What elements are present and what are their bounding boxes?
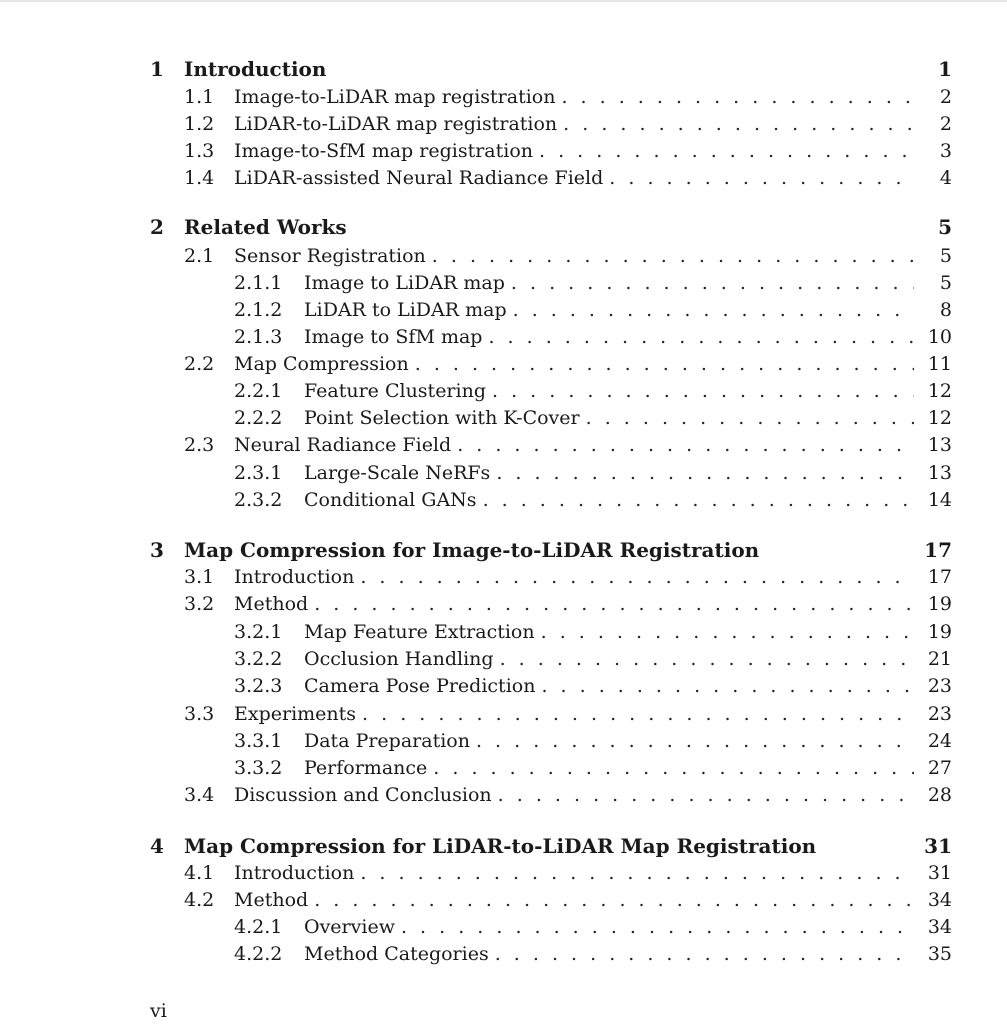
toc-entry-title: Neural Radiance Field — [234, 434, 452, 456]
page-top-border — [0, 0, 1007, 2]
toc-entry-title: Discussion and Conclusion — [234, 784, 492, 806]
toc-entry-number: 3.1 — [184, 566, 215, 588]
toc-section-entry[interactable] — [150, 591, 952, 618]
toc-entry-title: Experiments — [234, 703, 357, 725]
toc-entry-title: Point Selection with K-Cover — [304, 407, 580, 429]
toc-entry-title: Introduction — [234, 862, 355, 884]
toc-entry-page-number: 5 — [938, 215, 952, 239]
toc-entry-number: 2.3.1 — [234, 462, 283, 484]
toc-dot-leader — [314, 887, 914, 914]
toc-entry-number: 3.2 — [184, 593, 215, 615]
toc-entry-page-number: 12 — [927, 407, 952, 429]
toc-entry-title: Map Compression — [234, 353, 409, 375]
toc-entry-number: 1 — [150, 57, 164, 81]
toc-subsection-entry[interactable] — [150, 324, 952, 351]
toc-section-entry[interactable] — [150, 887, 952, 914]
toc-entry-number: 4.2 — [184, 889, 215, 911]
toc-entry-number: 1.2 — [184, 113, 215, 135]
toc-dot-leader — [433, 755, 914, 782]
toc-entry-title: Camera Pose Prediction — [304, 675, 536, 697]
toc-entry-page-number: 10 — [927, 326, 952, 348]
toc-entry-page-number: 5 — [939, 272, 952, 294]
toc-dot-leader — [314, 591, 914, 618]
toc-entry-page-number: 19 — [927, 621, 952, 643]
toc-subsection-entry[interactable] — [150, 728, 952, 755]
toc-entry-number: 2.3 — [184, 434, 215, 456]
toc-entry-page-number: 31 — [927, 862, 952, 884]
toc-entry-page-number: 27 — [927, 757, 952, 779]
toc-subsection-entry[interactable] — [150, 619, 952, 646]
toc-dot-leader — [539, 138, 914, 165]
toc-entry-title: Data Preparation — [304, 730, 470, 752]
toc-dot-leader — [513, 297, 914, 324]
toc-subsection-entry[interactable] — [150, 941, 952, 968]
toc-entry-number: 4.2.1 — [234, 916, 283, 938]
toc-entry-title: Related Works — [184, 215, 347, 239]
toc-section-entry[interactable] — [150, 243, 952, 270]
toc-entry-number: 2.1 — [184, 245, 215, 267]
toc-entry-number: 3.3 — [184, 703, 215, 725]
toc-entry-page-number: 2 — [939, 113, 952, 135]
toc-subsection-entry[interactable] — [150, 297, 952, 324]
toc-entry-page-number: 1 — [938, 57, 952, 81]
toc-chapter-entry[interactable] — [150, 56, 952, 83]
toc-entry-number: 3.2.2 — [234, 648, 283, 670]
toc-entry-page-number: 28 — [927, 784, 952, 806]
toc-entry-title: Feature Clustering — [304, 380, 486, 402]
toc-dot-leader — [476, 728, 914, 755]
toc-entry-title: Introduction — [234, 566, 355, 588]
toc-subsection-entry[interactable] — [150, 378, 952, 405]
toc-dot-leader — [541, 619, 914, 646]
toc-section-entry[interactable] — [150, 860, 952, 887]
toc-entry-title: Sensor Registration — [234, 245, 426, 267]
toc-entry-number: 1.3 — [184, 140, 215, 162]
toc-entry-page-number: 31 — [924, 834, 952, 858]
toc-entry-number: 1.4 — [184, 167, 215, 189]
toc-section-entry[interactable] — [150, 701, 952, 728]
toc-entry-number: 4 — [150, 834, 164, 858]
toc-entry-page-number: 12 — [927, 380, 952, 402]
toc-subsection-entry[interactable] — [150, 405, 952, 432]
toc-dot-leader — [492, 378, 914, 405]
toc-entry-title: Performance — [304, 757, 428, 779]
toc-entry-title: Image to LiDAR map — [304, 272, 505, 294]
toc-section-entry[interactable] — [150, 165, 952, 192]
toc-entry-page-number: 4 — [939, 167, 952, 189]
toc-entry-page-number: 24 — [927, 730, 952, 752]
toc-entry-number: 4.1 — [184, 862, 215, 884]
toc-entry-title: LiDAR-to-LiDAR map registration — [234, 113, 558, 135]
toc-entry-page-number: 8 — [939, 299, 952, 321]
toc-entry-title: Occlusion Handling — [304, 648, 494, 670]
toc-subsection-entry[interactable] — [150, 460, 952, 487]
toc-entry-page-number: 17 — [927, 566, 952, 588]
toc-subsection-entry[interactable] — [150, 487, 952, 514]
toc-dot-leader — [609, 165, 914, 192]
toc-entry-title: Overview — [304, 916, 395, 938]
toc-entry-number: 2.1.1 — [234, 272, 283, 294]
toc-entry-page-number: 13 — [927, 462, 952, 484]
toc-chapter-entry[interactable] — [150, 214, 952, 241]
toc-entry-page-number: 14 — [927, 489, 952, 511]
toc-entry-page-number: 23 — [927, 703, 952, 725]
footer-page-number: vi — [150, 1000, 167, 1022]
toc-dot-leader — [483, 487, 914, 514]
toc-entry-page-number: 3 — [939, 140, 952, 162]
toc-chapter-entry[interactable] — [150, 833, 952, 860]
toc-dot-leader — [401, 914, 914, 941]
toc-entry-number: 3.2.1 — [234, 621, 283, 643]
toc-entry-page-number: 21 — [927, 648, 952, 670]
toc-dot-leader — [563, 111, 914, 138]
toc-entry-number: 2.1.2 — [234, 299, 283, 321]
toc-entry-title: Image-to-SfM map registration — [234, 140, 534, 162]
toc-entry-number: 2.3.2 — [234, 489, 283, 511]
toc-section-entry[interactable] — [150, 84, 952, 111]
toc-entry-page-number: 34 — [927, 889, 952, 911]
toc-dot-leader — [511, 270, 914, 297]
toc-entry-title: Introduction — [184, 57, 327, 81]
toc-entry-title: Map Compression for LiDAR-to-LiDAR Map Registration — [184, 834, 817, 858]
toc-dot-leader — [498, 782, 914, 809]
toc-entry-title: Method Categories — [304, 943, 489, 965]
toc-entry-title: Large-Scale NeRFs — [304, 462, 491, 484]
toc-dot-leader — [496, 460, 914, 487]
toc-chapter-entry[interactable] — [150, 537, 952, 564]
toc-subsection-entry[interactable] — [150, 755, 952, 782]
toc-dot-leader — [488, 324, 914, 351]
toc-entry-number: 2.2.1 — [234, 380, 283, 402]
toc-entry-title: Map Feature Extraction — [304, 621, 535, 643]
toc-entry-title: LiDAR to LiDAR map — [304, 299, 507, 321]
toc-section-entry[interactable] — [150, 782, 952, 809]
toc-dot-leader — [360, 564, 914, 591]
toc-dot-leader — [586, 405, 914, 432]
toc-entry-page-number: 23 — [927, 675, 952, 697]
toc-entry-page-number: 11 — [927, 353, 952, 375]
toc-entry-title: LiDAR-assisted Neural Radiance Field — [234, 167, 604, 189]
toc-entry-page-number: 17 — [924, 538, 952, 562]
toc-entry-number: 3.3.1 — [234, 730, 283, 752]
toc-entry-page-number: 34 — [927, 916, 952, 938]
toc-section-entry[interactable] — [150, 351, 952, 378]
toc-section-entry[interactable] — [150, 432, 952, 459]
toc-entry-page-number: 19 — [927, 593, 952, 615]
toc-entry-page-number: 5 — [939, 245, 952, 267]
toc-entry-title: Method — [234, 593, 309, 615]
toc-entry-title: Conditional GANs — [304, 489, 477, 511]
toc-dot-leader — [495, 941, 914, 968]
toc-entry-number: 3.3.2 — [234, 757, 283, 779]
toc-dot-leader — [500, 646, 914, 673]
toc-entry-number: 2.2.2 — [234, 407, 283, 429]
toc-dot-leader — [457, 432, 914, 459]
toc-entry-page-number: 35 — [927, 943, 952, 965]
toc-entry-title: Image-to-LiDAR map registration — [234, 86, 556, 108]
toc-subsection-entry[interactable] — [150, 646, 952, 673]
toc-section-entry[interactable] — [150, 564, 952, 591]
toc-dot-leader — [432, 243, 914, 270]
toc-entry-title: Image to SfM map — [304, 326, 483, 348]
toc-subsection-entry[interactable] — [150, 270, 952, 297]
toc-subsection-entry[interactable] — [150, 673, 952, 700]
toc-entry-title: Method — [234, 889, 309, 911]
toc-section-entry[interactable] — [150, 138, 952, 165]
toc-subsection-entry[interactable] — [150, 914, 952, 941]
toc-entry-number: 3.2.3 — [234, 675, 283, 697]
toc-dot-leader — [362, 701, 914, 728]
toc-dot-leader — [541, 673, 914, 700]
toc-entry-number: 4.2.2 — [234, 943, 283, 965]
toc-entry-number: 1.1 — [184, 86, 215, 108]
toc-section-entry[interactable] — [150, 111, 952, 138]
toc-dot-leader — [415, 351, 914, 378]
toc-entry-number: 2 — [150, 215, 164, 239]
toc-entry-title: Map Compression for Image-to-LiDAR Registration — [184, 538, 760, 562]
toc-entry-number: 2.1.3 — [234, 326, 283, 348]
toc-entry-page-number: 2 — [939, 86, 952, 108]
toc-entry-number: 3 — [150, 538, 164, 562]
toc-entry-page-number: 13 — [927, 434, 952, 456]
toc-entry-number: 2.2 — [184, 353, 215, 375]
toc-dot-leader — [360, 860, 914, 887]
toc-entry-number: 3.4 — [184, 784, 215, 806]
toc-dot-leader — [561, 84, 914, 111]
